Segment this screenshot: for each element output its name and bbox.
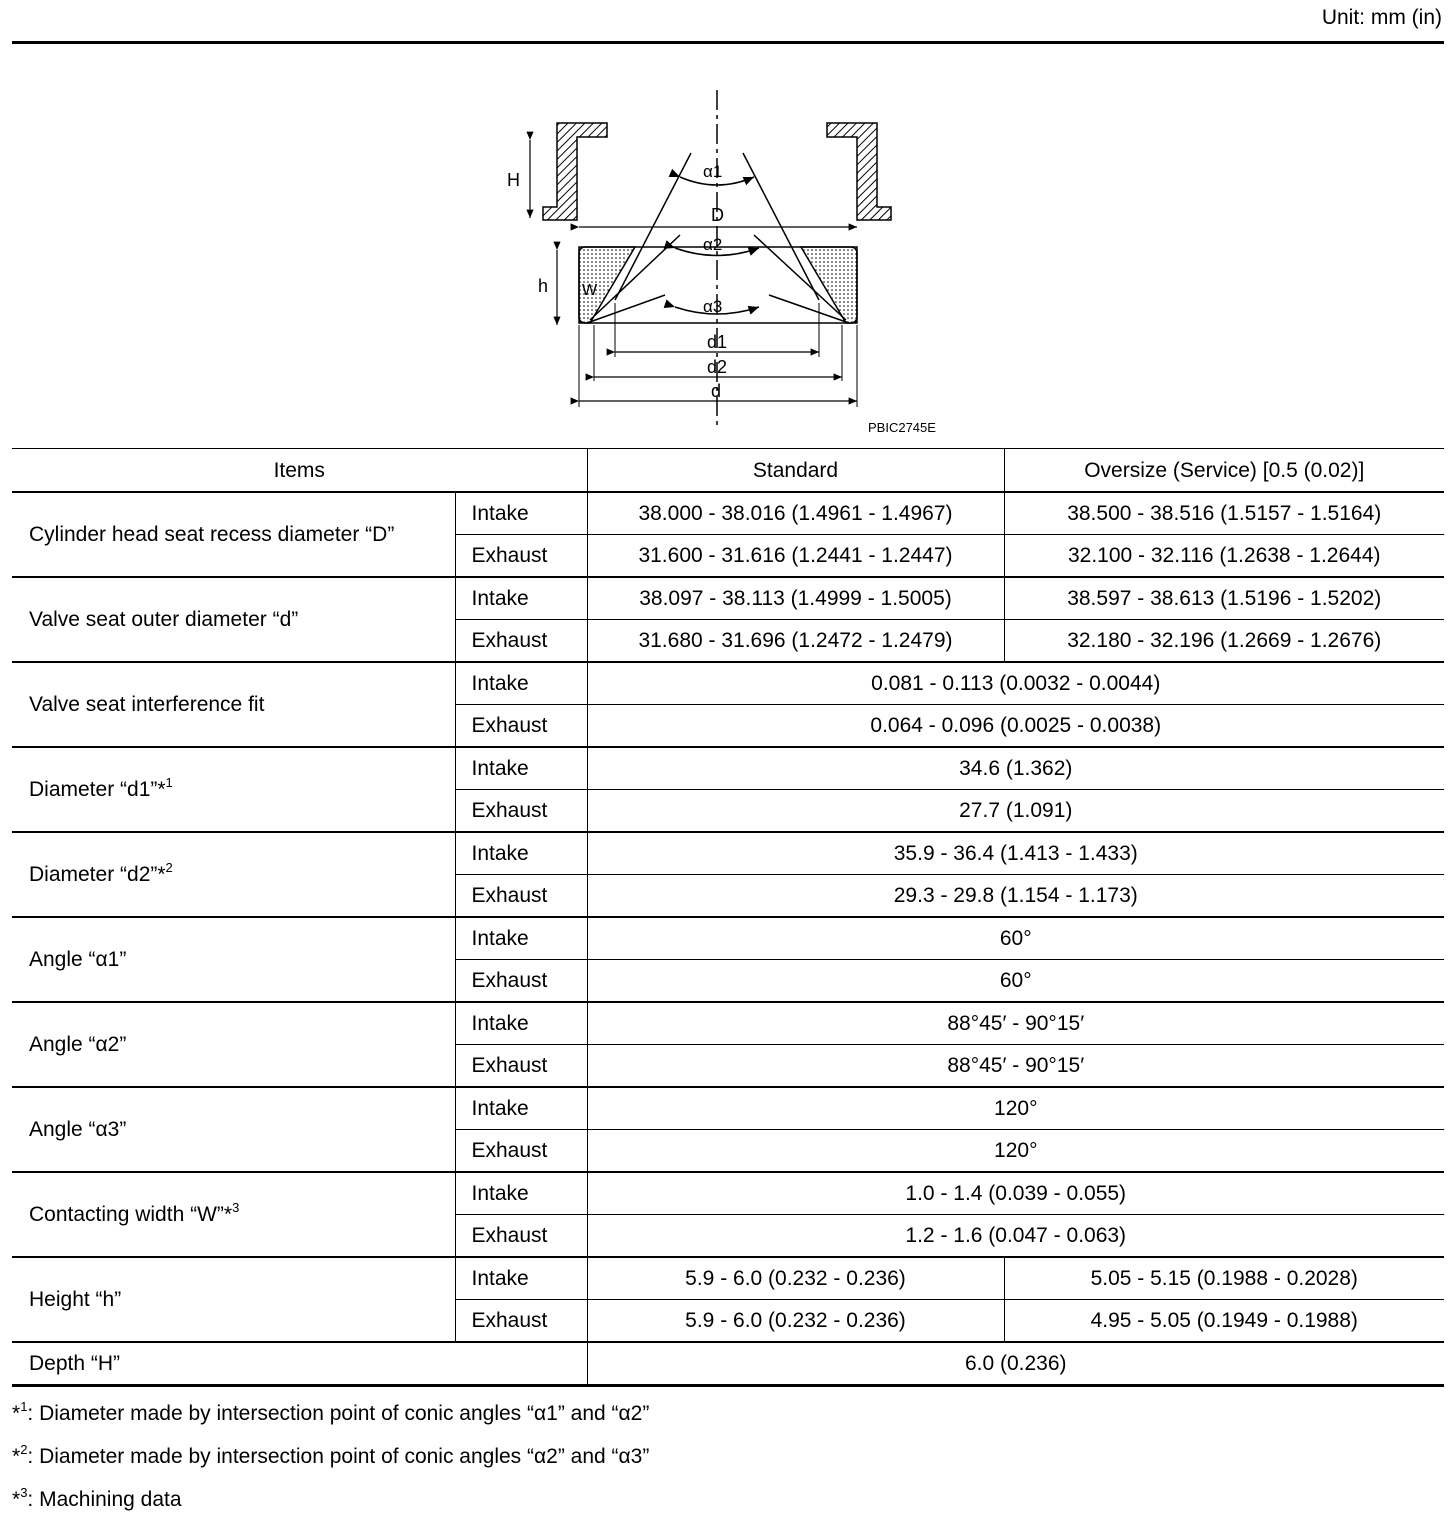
item-label: Diameter “d2”*$^2$ [12,832,455,917]
label-d2: d2 [707,357,728,377]
table-row [12,577,1444,620]
oversize-value: 38.500 - 38.516 (1.5157 - 1.5164) [1004,492,1444,535]
header-standard: Standard [587,449,1004,493]
figure-code: PBIC2745E [868,420,936,435]
sub-label: Intake [455,1257,587,1300]
oversize-value: 4.95 - 5.05 (0.1949 - 0.1988) [1004,1300,1444,1343]
label-h: h [538,276,549,296]
item-label: Angle “α2” [12,1002,455,1087]
sub-label: Intake [455,1002,587,1045]
standard-value: 38.097 - 38.113 (1.4999 - 1.5005) [587,577,1004,620]
spec-value: 120° [587,1087,1444,1130]
item-label: Contacting width “W”*$^3$ [12,1172,455,1257]
sub-label: Exhaust [455,1130,587,1173]
label-H: H [507,170,520,190]
spec-value: 0.081 - 0.113 (0.0032 - 0.0044) [587,662,1444,705]
valve-seat-spec-table [12,448,1444,1387]
standard-value: 5.9 - 6.0 (0.232 - 0.236) [587,1257,1004,1300]
sub-label: Intake [455,832,587,875]
sub-label: Intake [455,1172,587,1215]
oversize-value: 38.597 - 38.613 (1.5196 - 1.5202) [1004,577,1444,620]
item-label: Height “h” [12,1257,455,1342]
top-rule [12,41,1444,44]
item-label: Angle “α1” [12,917,455,1002]
spec-value: 88°45′ - 90°15′ [587,1002,1444,1045]
header-oversize: Oversize (Service) [0.5 (0.02)] [1004,449,1444,493]
item-label: Angle “α3” [12,1087,455,1172]
spec-value: 29.3 - 29.8 (1.154 - 1.173) [587,875,1444,918]
standard-value: 38.000 - 38.016 (1.4961 - 1.4967) [587,492,1004,535]
table-row [12,1172,1444,1215]
label-W: W [582,282,598,299]
standard-value: 31.600 - 31.616 (1.2441 - 1.2447) [587,535,1004,578]
valve-seat-diagram [495,85,955,445]
item-label: Diameter “d1”*$^1$ [12,747,455,832]
sub-label: Exhaust [455,705,587,748]
label-D: D [711,205,724,225]
oversize-value: 5.05 - 5.15 (0.1988 - 0.2028) [1004,1257,1444,1300]
spec-value: 120° [587,1130,1444,1173]
table-row [12,662,1444,705]
spec-value: 0.064 - 0.096 (0.0025 - 0.0038) [587,705,1444,748]
spec-value: 60° [587,917,1444,960]
sub-label: Exhaust [455,790,587,833]
spec-value: 35.9 - 36.4 (1.413 - 1.433) [587,832,1444,875]
spec-value: 27.7 (1.091) [587,790,1444,833]
label-d1: d1 [707,332,728,352]
sub-label: Intake [455,492,587,535]
item-label: Valve seat outer diameter “d” [12,577,455,662]
sub-label: Exhaust [455,1300,587,1343]
table-row [12,832,1444,875]
table-row [12,1002,1444,1045]
sub-label: Intake [455,662,587,705]
sub-label: Intake [455,577,587,620]
sub-label: Exhaust [455,960,587,1003]
sub-label: Exhaust [455,875,587,918]
header-items: Items [12,449,587,493]
item-label: Valve seat interference fit [12,662,455,747]
table-row [12,492,1444,535]
label-alpha1: α1 [703,162,723,181]
footnote: *$^1$: Diameter made by intersection point of conic angles “α1” and “α2” [12,1399,650,1425]
sub-label: Intake [455,747,587,790]
oversize-value: 32.100 - 32.116 (1.2638 - 1.2644) [1004,535,1444,578]
spec-value: 1.0 - 1.4 (0.039 - 0.055) [587,1172,1444,1215]
table-row [12,1257,1444,1300]
standard-value: 31.680 - 31.696 (1.2472 - 1.2479) [587,620,1004,663]
footnote: *$^2$: Diameter made by intersection point of conic angles “α2” and “α3” [12,1442,650,1468]
label-alpha2: α2 [703,235,723,254]
table-header-row [12,449,1444,493]
table-row [12,1342,1444,1386]
table-row [12,747,1444,790]
label-d: d [711,381,722,401]
table-row [12,1087,1444,1130]
sub-label: Exhaust [455,1045,587,1088]
item-label: Depth “H” [12,1342,587,1386]
sub-label: Exhaust [455,535,587,578]
table-row [12,917,1444,960]
spec-value: 6.0 (0.236) [587,1342,1444,1386]
spec-value: 60° [587,960,1444,1003]
sub-label: Exhaust [455,1215,587,1258]
oversize-value: 32.180 - 32.196 (1.2669 - 1.2676) [1004,620,1444,663]
spec-value: 1.2 - 1.6 (0.047 - 0.063) [587,1215,1444,1258]
unit-label: Unit: mm (in) [1321,6,1442,29]
sub-label: Intake [455,917,587,960]
item-label: Cylinder head seat recess diameter “D” [12,492,455,577]
standard-value: 5.9 - 6.0 (0.232 - 0.236) [587,1300,1004,1343]
label-alpha3: α3 [703,297,723,316]
spec-value: 34.6 (1.362) [587,747,1444,790]
sub-label: Exhaust [455,620,587,663]
footnote: *$^3$: Machining data [12,1485,182,1511]
footnotes [12,1399,650,1531]
sub-label: Intake [455,1087,587,1130]
spec-value: 88°45′ - 90°15′ [587,1045,1444,1088]
